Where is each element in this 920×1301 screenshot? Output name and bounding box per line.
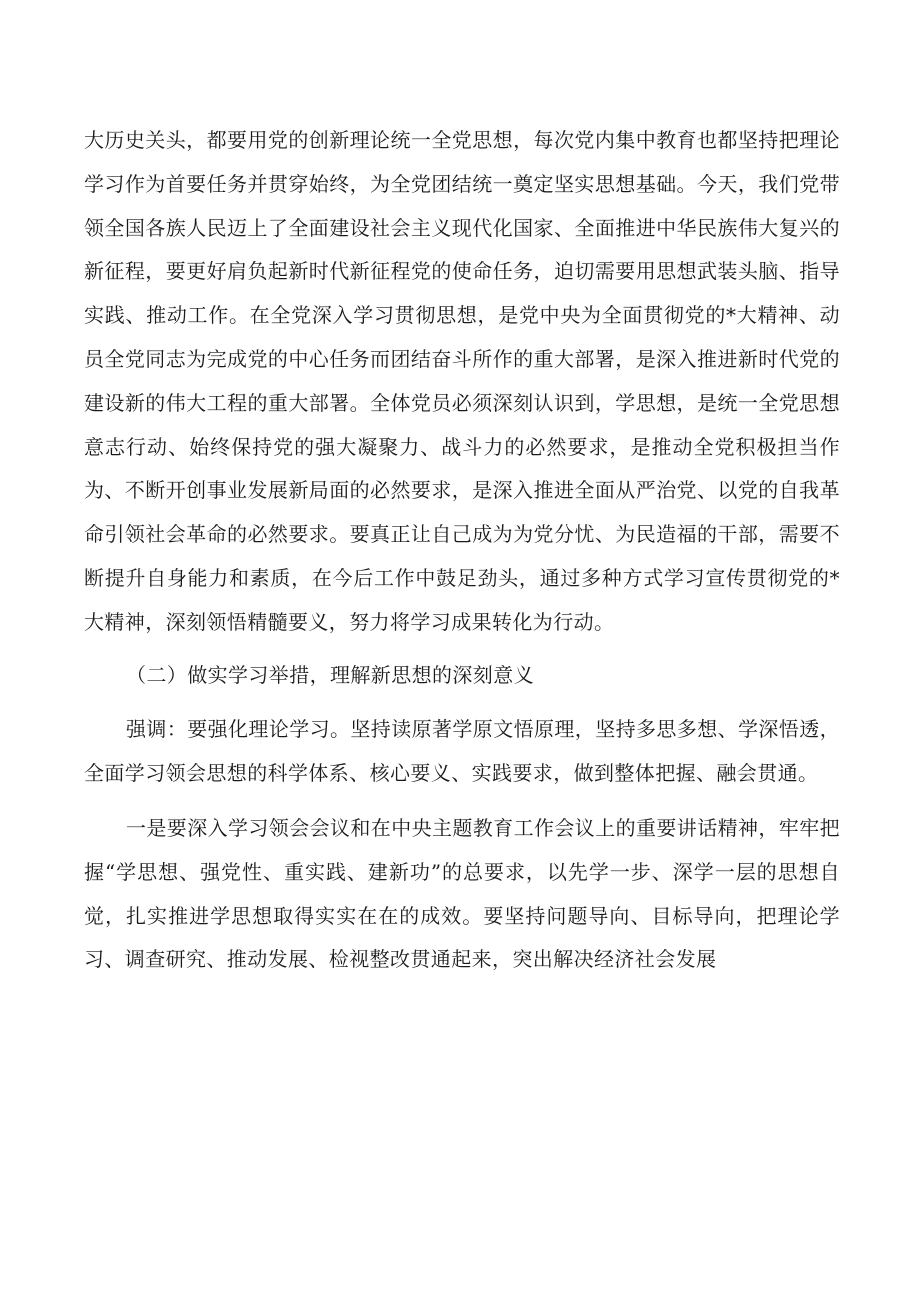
section-heading: （二）做实学习举措，理解新思想的深刻意义 [126,662,534,687]
paragraph-emphasis: 强调：要强化理论学习。坚持读原著学原文悟原理，坚持多思多想、学深悟透，全面学习领会思想的科学体系、核心要义、实践要求，做到整体把握、融会贯通。 [84,717,840,786]
document-body [84,119,840,982]
paragraph-continued: 大历史关头，都要用党的创新理论统一全党思想，每次党内集中教育也都坚持把理论学习作为首要任务并贯穿始终，为全党团结统一奠定坚实思想基础。今天，我们党带领全国各族人民迈上了全面建设社会主义现代化国家、全面推进中华民族伟大复兴的新征程，要更好肩负起新时代新征程党的使命任务，迫切需要用思想武装头脑、指导实践、推动工作。在全党深入学习贯彻思想，是党中央为全面贯彻党的*大精神、动员全党同志为完成党的中心任务而团结奋斗所作的重大部署，是深入推进新时代党的建设新的伟大工程的重大部署。全体党员必须深刻认识到，学思想，是统一全党思想意志行动、始终保持党的强大凝聚力、战斗力的必然要求，是推动全党积极担当作为、不断开创事业发展新局面的必然要求，是深入推进全面从严治党、以党的自我革命引领社会革命的必然要求。要真正让自己成为为党分忧、为民造福的干部，需要不断提升自身能力和素质，在今后工作中鼓足劲头，通过多种方式学习宣传贯彻党的*大精神，深刻领悟精髓要义，努力将学习成果转化为行动。 [84,128,840,634]
paragraph-point-one: 一是要深入学习领会会议和在中央主题教育工作会议上的重要讲话精神，牢牢把握“学思想、强党性、重实践、建新功”的总要求，以先学一步、深学一层的思想自觉，扎实推进学思想取得实实在在的成效。要坚持问题导向、目标导向，把理论学习、调查研究、推动发展、检视整改贯通起来，突出解决经济社会发展 [84,815,840,972]
